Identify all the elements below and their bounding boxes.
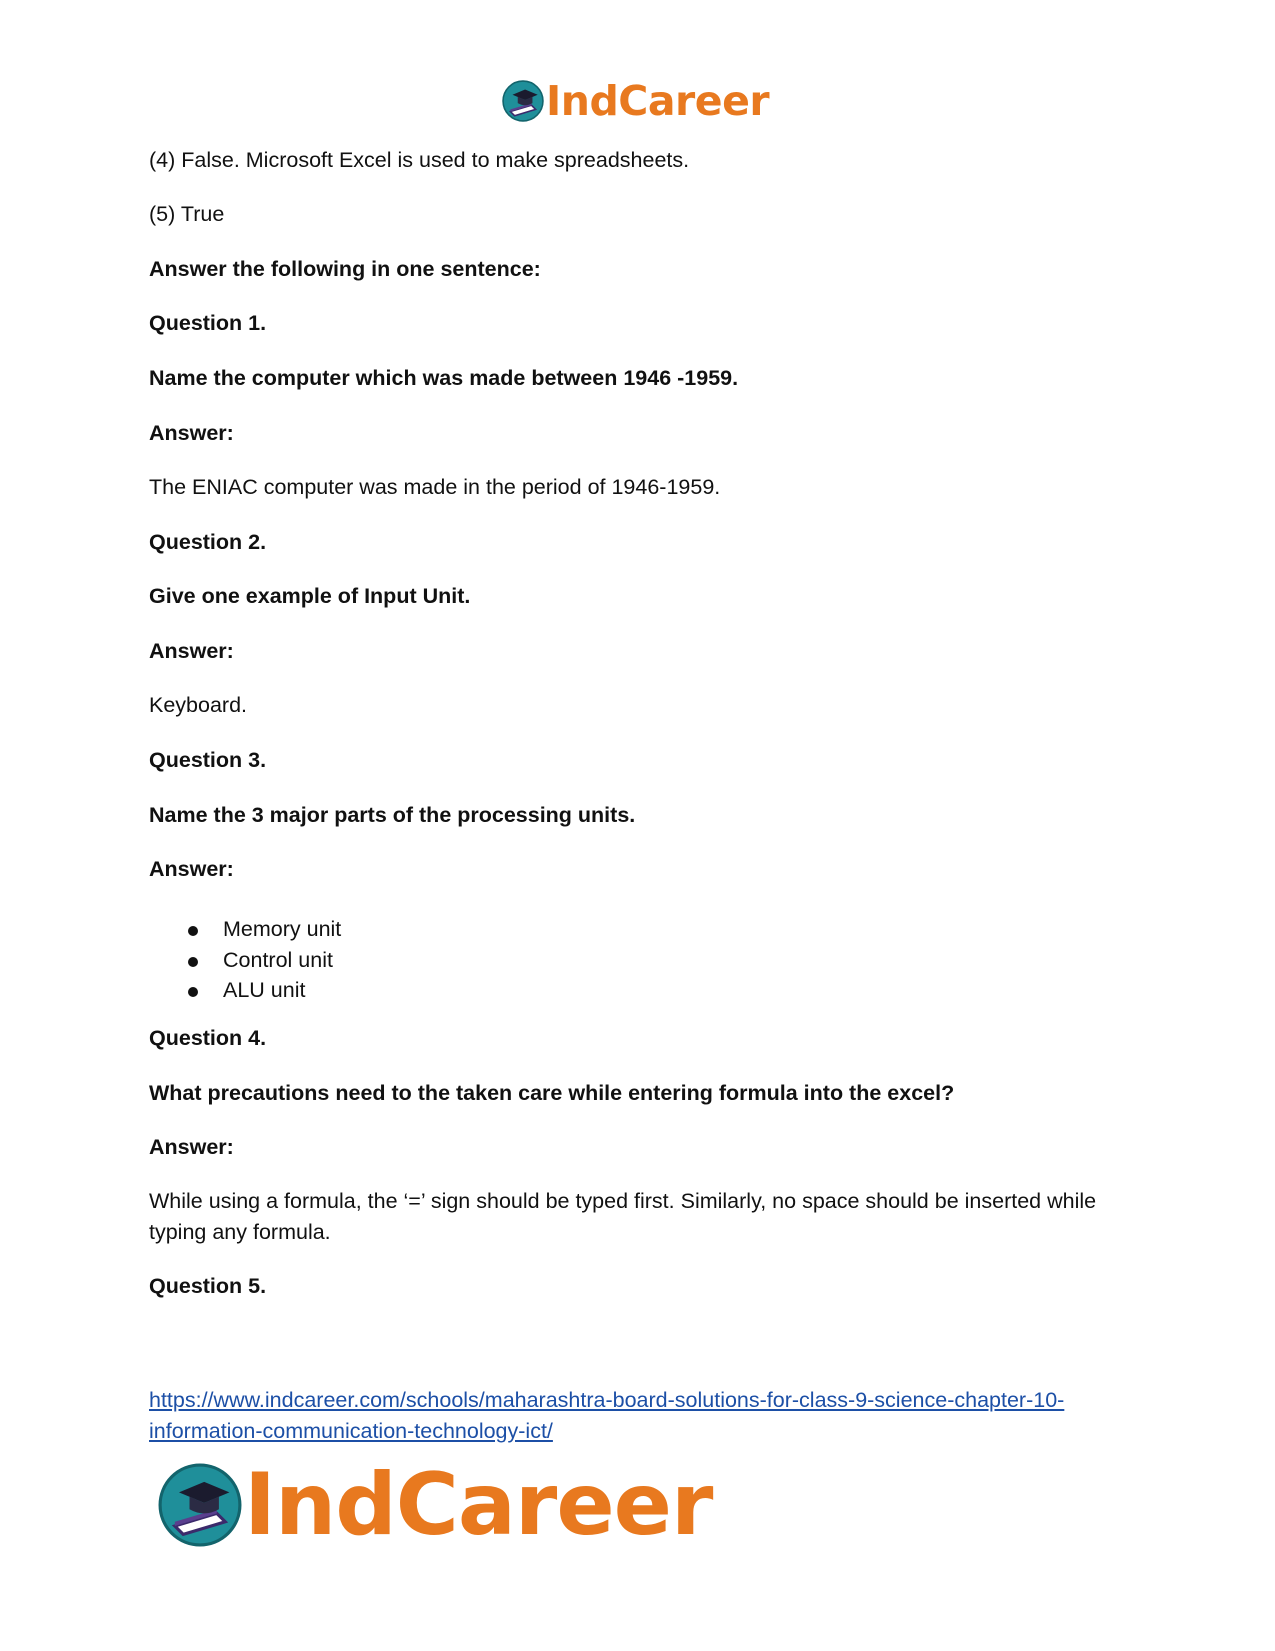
list-item-text: Memory unit — [223, 917, 342, 941]
question-3-answer-label: Answer: — [149, 857, 234, 881]
question-3-text: Name the 3 major parts of the processing units. — [149, 803, 636, 827]
graduation-book-icon — [502, 80, 544, 122]
header-logo — [502, 76, 770, 125]
bullet-icon — [188, 957, 198, 967]
list-item — [149, 975, 341, 1006]
answer-line-4: (4) False. Microsoft Excel is used to make spreadsheets. — [149, 148, 690, 172]
question-1-answer-label: Answer: — [149, 421, 234, 445]
bullet-icon — [188, 926, 198, 936]
question-4-label: Question 4. — [149, 1026, 267, 1050]
answer-line-5: (5) True — [149, 202, 225, 226]
section-heading: Answer the following in one sentence: — [149, 257, 541, 281]
graduation-book-icon — [158, 1463, 242, 1547]
question-1-text: Name the computer which was made between 1946 -1959. — [149, 366, 739, 390]
question-4-text: What precautions need to the taken care while entering formula into the excel? — [149, 1081, 955, 1105]
question-3-label: Question 3. — [149, 748, 267, 772]
list-item-text: ALU unit — [223, 978, 306, 1002]
source-link[interactable]: https://www.indcareer.com/schools/maharashtra-board-solutions-for-class-9-science-chapter-10-information-communication-technology-ict/ — [149, 1388, 1065, 1443]
list-item — [149, 945, 341, 976]
bullet-icon — [188, 987, 198, 997]
question-4-answer-label: Answer: — [149, 1135, 234, 1159]
question-4-answer: While using a formula, the ‘=’ sign should be typed first. Similarly, no space should be inserted while typing any formula. — [149, 1189, 1097, 1244]
question-2-label: Question 2. — [149, 530, 267, 554]
processing-units-list — [149, 914, 341, 1006]
logo-wordmark: IndCareer — [546, 76, 770, 125]
question-1-label: Question 1. — [149, 311, 267, 335]
question-1-answer: The ENIAC computer was made in the period of 1946-1959. — [149, 475, 721, 499]
question-2-text: Give one example of Input Unit. — [149, 584, 471, 608]
logo-wordmark: IndCareer — [244, 1455, 713, 1555]
question-2-answer: Keyboard. — [149, 693, 248, 717]
footer-logo — [158, 1455, 713, 1555]
question-5-label: Question 5. — [149, 1274, 267, 1298]
list-item — [149, 914, 341, 945]
question-2-answer-label: Answer: — [149, 639, 234, 663]
list-item-text: Control unit — [223, 947, 333, 972]
